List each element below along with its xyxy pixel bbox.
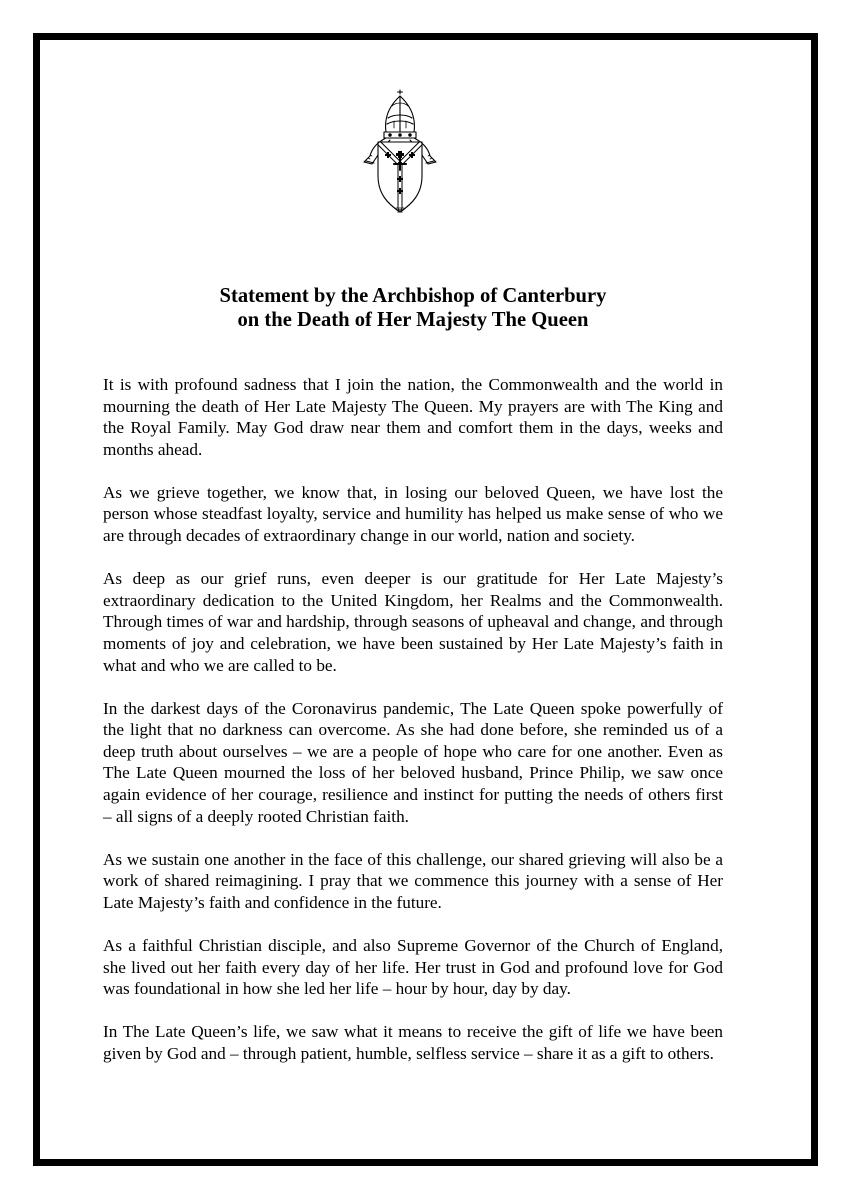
statement-body [103,374,723,1086]
paragraph-7: In The Late Queen’s life, we saw what it means to receive the gift of life we have been given by God and – through patient, humble, selfless service – share it as a gift to others. [103,1022,723,1063]
statement-title [100,284,726,332]
archbishop-crest-icon [354,88,446,220]
paragraph-1: It is with profound sadness that I join the nation, the Commonwealth and the world in mourning the death of Her Late Majesty The Queen. My prayers are with The King and the Royal Family. May God draw near them and comfort them in the days, weeks and months ahead. [103,375,723,459]
paragraph-6: As a faithful Christian disciple, and also Supreme Governor of the Church of England, she lived out her faith every day of her life. Her trust in God and profound love for God was foundational in how she led her life – hour by hour, day by day. [103,935,723,999]
title-line-2: on the Death of Her Majesty The Queen [237,309,589,331]
paragraph-5: As we sustain one another in the face of this challenge, our shared grieving will also be a work of shared reimagining. I pray that we commence this journey with a sense of Her Late Majesty’s faith and confidence in the future. [103,849,723,912]
paragraph-2: As we grieve together, we know that, in losing our beloved Queen, we have lost the person whose steadfast loyalty, service and humility has helped us make sense of who we are through decades of extraordinary change in our world, nation and society. [103,482,723,546]
paragraph-3: As deep as our grief runs, even deeper is our gratitude for Her Late Majesty’s extraordinary dedication to the United Kingdom, her Realms and the Commonwealth. Through times of war and hardship, through seasons of upheaval and change, and through moments of joy and celebration, we have been sustained by Her Late Majesty’s faith in what and who we are called to be. [103,569,723,675]
title-line-1: Statement by the Archbishop of Canterbury [219,285,607,307]
paragraph-4: In the darkest days of the Coronavirus pandemic, The Late Queen spoke powerfully of the light that no darkness can overcome. As she had done before, she reminded us of a deep truth about ourselves – we are a people of hope who care for one another. Even as The Late Queen mourned the loss of her beloved husband, Prince Philip, we saw once again evidence of her courage, resilience and instinct for putting the needs of others first – all signs of a deeply rooted Christian faith. [103,698,723,826]
